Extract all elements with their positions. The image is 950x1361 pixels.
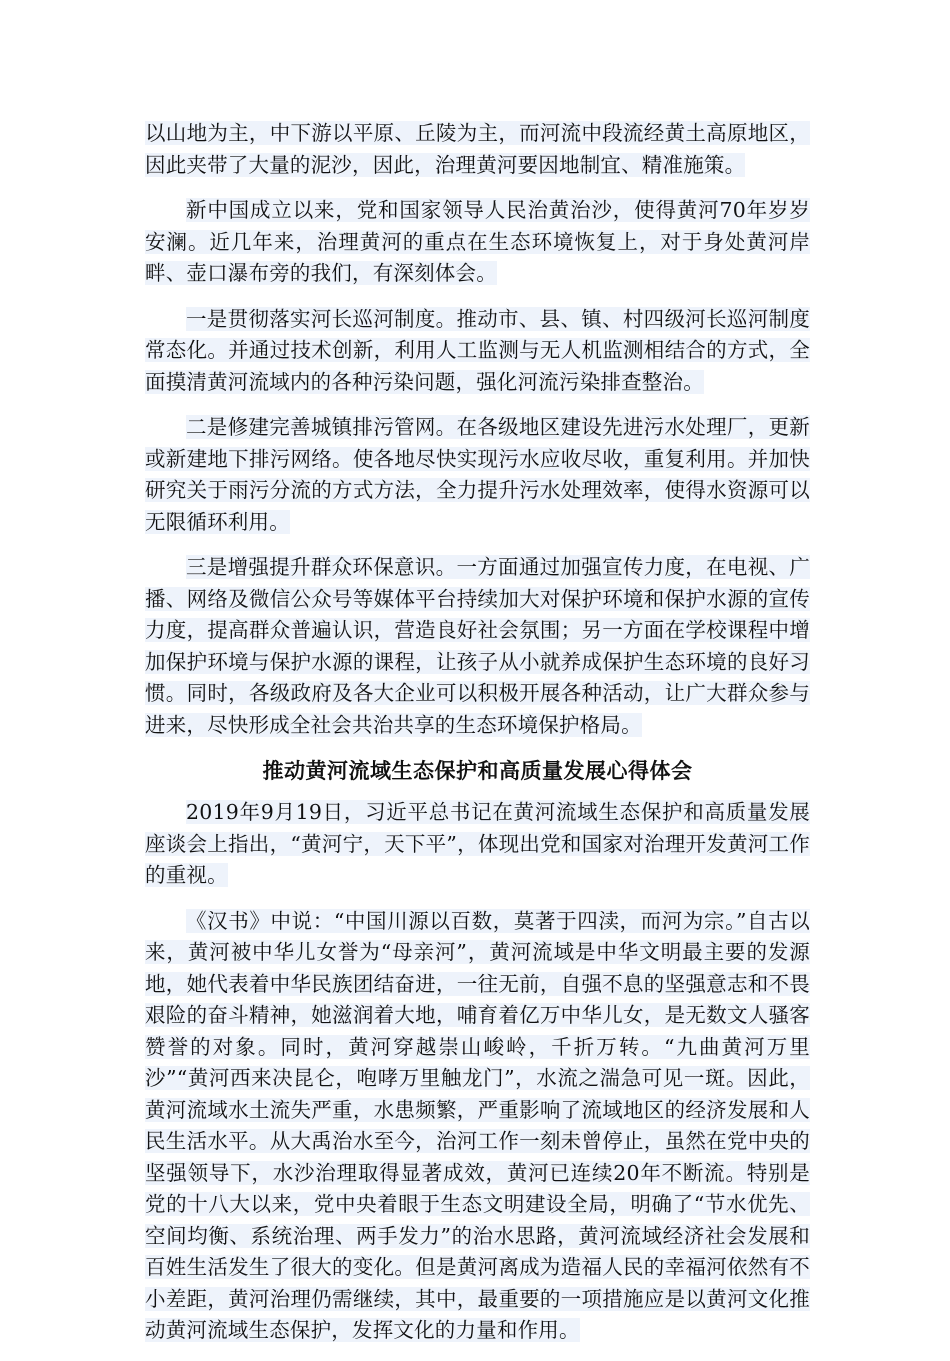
paragraph [145, 797, 810, 892]
paragraph-text: 三是增强提升群众环保意识。一方面通过加强宣传力度，在电视、广播、网络及微信公众号等媒体平台持续加大对保护环境和保护水源的宣传力度，提高群众普遍认识，营造良好社会氛围；另一方面在学校课程中增加保护环境与保护水源的课程，让孩子从小就养成保护生态环境的良好习惯。同时，各级政府及各大企业可以积极开展各种活动，让广大群众参与进来，尽快形成全社会共治共享的生态环境保护格局。 [145, 555, 810, 737]
document-body [145, 118, 810, 1361]
paragraph [145, 906, 810, 1347]
paragraph [145, 195, 810, 290]
section-title: 推动黄河流域生态保护和高质量发展心得体会 [262, 759, 693, 783]
paragraph-text: 一是贯彻落实河长巡河制度。推动市、县、镇、村四级河长巡河制度常态化。并通过技术创新，利用人工监测与无人机监测相结合的方式，全面摸清黄河流域内的各种污染问题，强化河流污染排查整治。 [145, 306, 810, 394]
paragraph-text: 以山地为主，中下游以平原、丘陵为主，而河流中段流经黄土高原地区，因此夹带了大量的泥沙，因此，治理黄河要因地制宜、精准施策。 [145, 121, 810, 177]
paragraph-text: 《汉书》中说：“中国川源以百数，莫著于四渎，而河为宗。”自古以来，黄河被中华儿女誉为“母亲河”，黄河流域是中华文明最主要的发源地，她代表着中华民族团结奋进，一往无前，自强不息的坚强意志和不畏艰险的奋斗精神，她滋润着大地，哺育着亿万中华儿女，是无数文人骚客赞誉的对象。同时，黄河穿越崇山峻岭，千折万转。“九曲黄河万里沙”“黄河西来决昆仑，咆哮万里触龙门”，水流之湍急可见一斑。因此，黄河流域水土流失严重，水患频繁，严重影响了流域地区的经济发展和人民生活水平。从大禹治水至今，治河工作一刻未曾停止，虽然在党中央的坚强领导下，水沙治理取得显著成效，黄河已连续20年不断流。特别是党的十八大以来，党中央着眼于生态文明建设全局，明确了“节水优先、空间均衡、系统治理、两手发力”的治水思路，黄河流域经济社会发展和百姓生活发生了很大的变化。但是黄河离成为造福人民的幸福河依然有不小差距，黄河治理仍需继续，其中，最重要的一项措施应是以黄河文化推动黄河流域生态保护，发挥文化的力量和作用。 [145, 908, 810, 1342]
paragraph-text: 新中国成立以来，党和国家领导人民治黄治沙，使得黄河70年岁岁安澜。近几年来，治理黄河的重点在生态环境恢复上，对于身处黄河岸畔、壶口瀑布旁的我们，有深刻体会。 [145, 198, 810, 285]
paragraph [145, 304, 810, 399]
paragraph-text: 2019年9月19日，习近平总书记在黄河流域生态保护和高质量发展座谈会上指出，“黄河宁，天下平”，体现出党和国家对治理开发黄河工作的重视。 [145, 800, 810, 887]
paragraph-text: 二是修建完善城镇排污管网。在各级地区建设先进污水处理厂，更新或新建地下排污网络。使各地尽快实现污水应收尽收，重复利用。并加快研究关于雨污分流的方式方法，全力提升污水处理效率，使得水资源可以无限循环利用。 [145, 415, 810, 534]
paragraph-continued [145, 118, 810, 181]
paragraph [145, 552, 810, 741]
paragraph [145, 412, 810, 538]
